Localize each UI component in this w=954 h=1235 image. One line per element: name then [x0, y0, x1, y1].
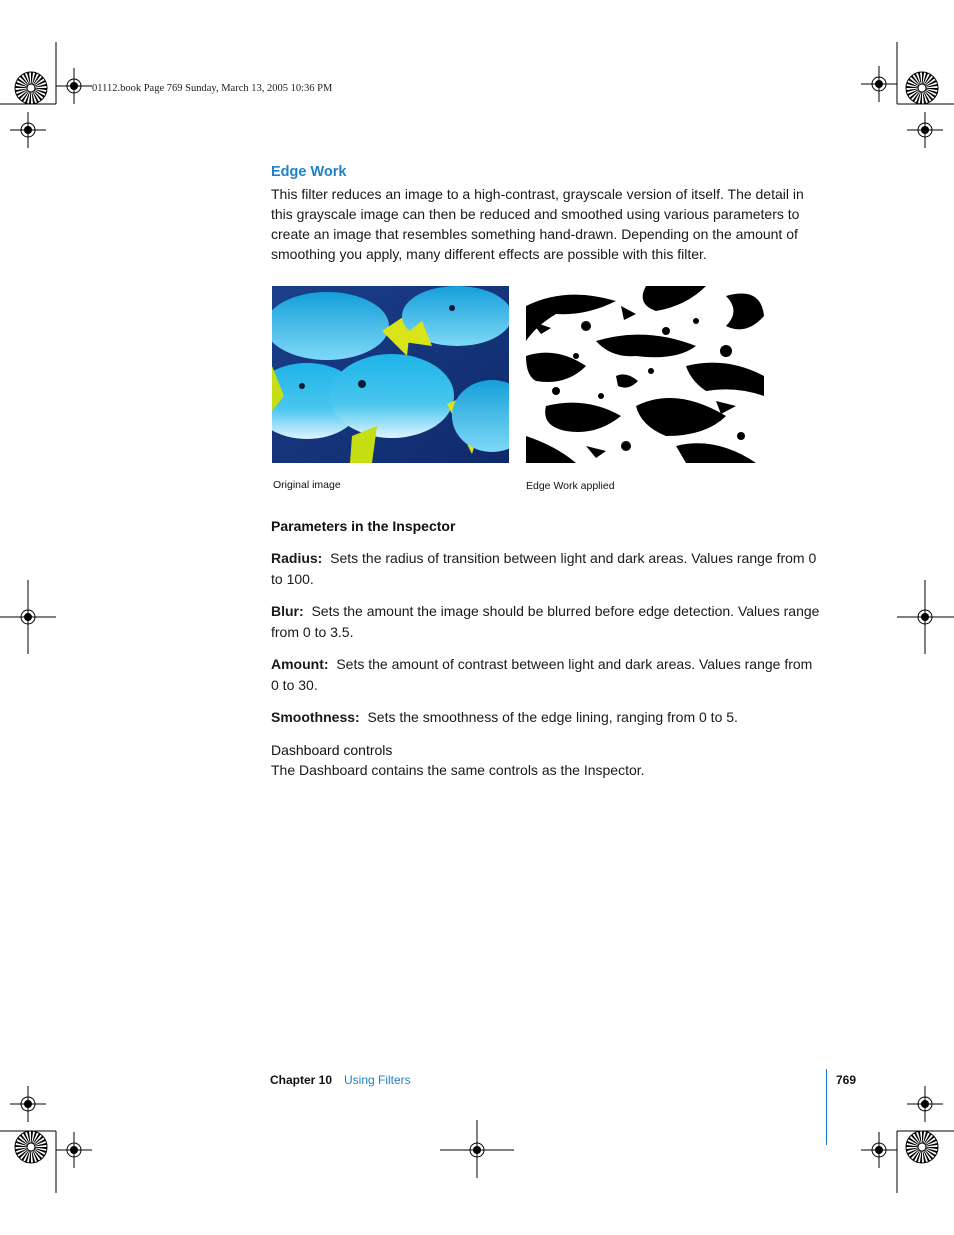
- figure-caption-edge-work: Edge Work applied: [526, 480, 615, 492]
- intro-paragraph: This filter reduces an image to a high-contrast, grayscale version of itself. The detail in this grayscale image can then be reduced and smoothed using various parameters to create an image that resembles something hand-drawn. Depending on the amount of smoothing you apply, many different effects are possible with this filter.: [271, 186, 804, 262]
- registration-crosshair-icon: [861, 1132, 897, 1168]
- param-desc: Sets the smoothness of the edge lining, ranging from 0 to 5.: [367, 709, 738, 725]
- footer-divider: [826, 1069, 827, 1145]
- registration-starburst-icon: [906, 72, 938, 104]
- footer-chapter: Chapter 10: [270, 1073, 333, 1087]
- param-term: Blur:: [271, 603, 304, 619]
- registration-crosshair-icon: [907, 112, 943, 148]
- print-slug: 01112.book Page 769 Sunday, March 13, 2005 10:36 PM: [92, 83, 333, 94]
- param-term: Amount:: [271, 656, 329, 672]
- param-term: Radius:: [271, 550, 323, 566]
- registration-starburst-icon: [15, 72, 47, 104]
- registration-crosshair-icon: [907, 1086, 943, 1122]
- param-desc: Sets the amount of contrast between light and dark areas. Values range from 0 to 30.: [271, 656, 813, 693]
- registration-crosshair-icon: [459, 1132, 495, 1168]
- param-smoothness: [271, 707, 823, 728]
- registration-starburst-icon: [15, 1131, 47, 1163]
- registration-crosshair-icon: [10, 1086, 46, 1122]
- registration-starburst-icon: [906, 1131, 938, 1163]
- section-title: Edge Work: [271, 164, 347, 180]
- dashboard-text: The Dashboard contains the same controls as the Inspector.: [271, 762, 645, 778]
- registration-crosshair-icon: [861, 66, 897, 102]
- param-amount: [271, 654, 823, 696]
- dashboard-heading: Dashboard controls: [271, 742, 393, 758]
- param-desc: Sets the radius of transition between light and dark areas. Values range from 0 to 100.: [271, 550, 817, 587]
- registration-crosshair-icon: [10, 599, 46, 635]
- param-blur: [271, 601, 823, 643]
- registration-crosshair-icon: [10, 112, 46, 148]
- inspector-heading: Parameters in the Inspector: [271, 518, 456, 534]
- registration-crosshair-icon: [56, 1132, 92, 1168]
- original-image: [272, 286, 509, 463]
- param-term: Smoothness:: [271, 709, 360, 725]
- page-number: 769: [836, 1073, 857, 1087]
- registration-crosshair-icon: [56, 68, 92, 104]
- figure-caption-original: Original image: [273, 479, 341, 491]
- param-desc: Sets the amount the image should be blurred before edge detection. Values range from 0 to 3.5.: [271, 603, 820, 640]
- registration-crosshair-icon: [907, 599, 943, 635]
- footer-chapter-title: Using Filters: [344, 1073, 411, 1087]
- edge-work-image: [526, 286, 764, 463]
- param-radius: [271, 548, 823, 590]
